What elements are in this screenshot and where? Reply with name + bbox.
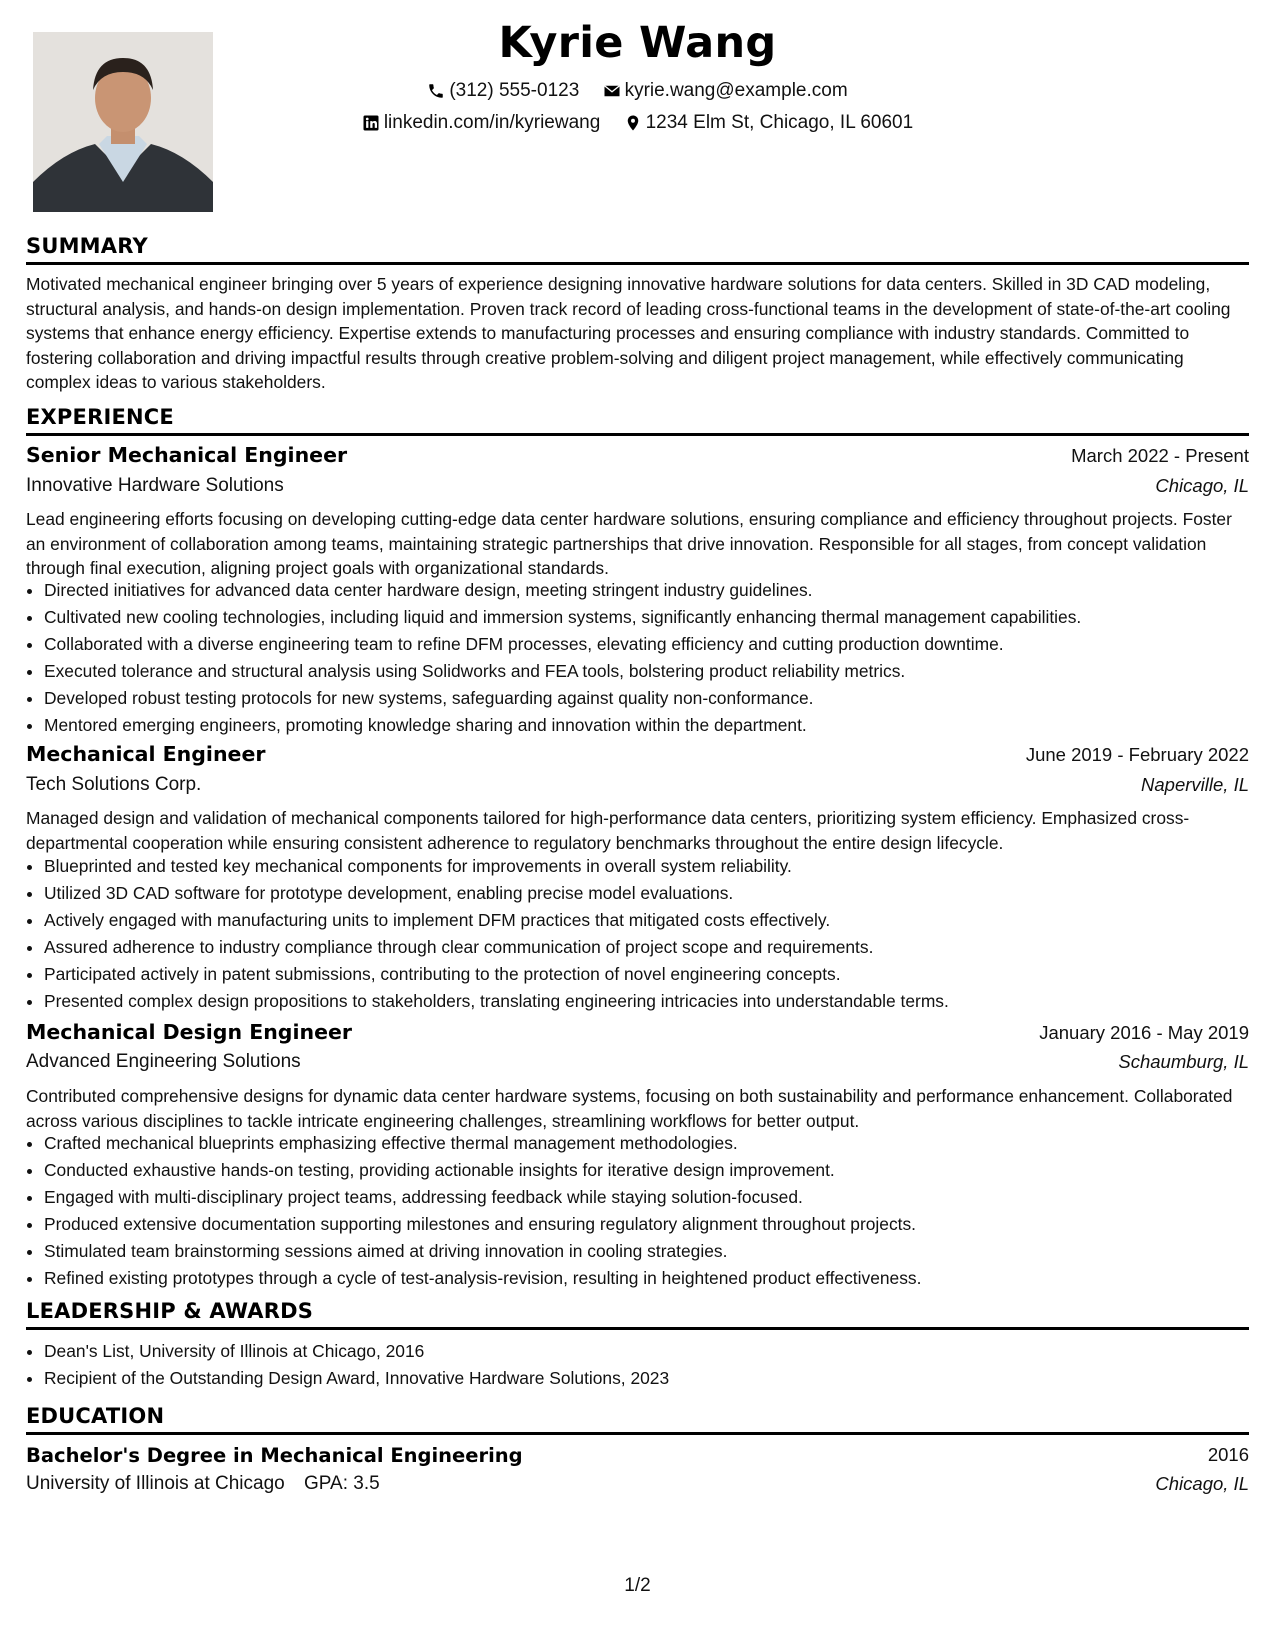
- degree-title: Bachelor's Degree in Mechanical Engineering: [26, 1444, 523, 1467]
- list-item: • Refined existing prototypes through a cycle of test-analysis-revision, resulting in heightened product effectiveness.: [44, 1266, 1267, 1293]
- list-item: • Participated actively in patent submissions, contributing to the protection of novel engineering concepts.: [44, 962, 1267, 989]
- list-item: • Cultivated new cooling technologies, including liquid and immersion systems, significantly enhancing thermal management capabilities.: [44, 605, 1267, 632]
- list-item: • Produced extensive documentation supporting milestones and ensuring regulatory alignment throughout projects.: [44, 1212, 1267, 1239]
- job-company: Innovative Hardware Solutions: [26, 475, 284, 496]
- school-name: University of Illinois at Chicago: [26, 1473, 285, 1494]
- job-location: Schaumburg, IL: [1118, 1051, 1249, 1072]
- contact-line-1: [0, 80, 1275, 106]
- list-item: • Conducted exhaustive hands-on testing, providing actionable insights for iterative design improvement.: [44, 1158, 1267, 1185]
- list-item: • Collaborated with a diverse engineering team to refine DFM processes, elevating efficiency and cutting production downtime.: [44, 632, 1267, 659]
- list-item: • Mentored emerging engineers, promoting knowledge sharing and innovation within the department.: [44, 713, 1267, 740]
- list-item: • Executed tolerance and structural analysis using Solidworks and FEA tools, bolstering product reliability metrics.: [44, 659, 1267, 686]
- job-title: Senior Mechanical Engineer: [26, 443, 348, 467]
- job-description: Lead engineering efforts focusing on developing cutting-edge data center hardware solutions, ensuring compliance and efficiency throughout projects. Foster an environment of collaboration among teams, maintaining strategic partnerships that drive innovation. Responsible for all stages, from concept validation through final execution, aligning project goals with organizational standards.: [26, 509, 1232, 578]
- section-title-leadership: LEADERSHIP & AWARDS: [26, 1299, 1249, 1330]
- page-number: 1/2: [624, 1575, 651, 1596]
- phone-contact: [427, 80, 579, 102]
- linkedin-text[interactable]: linkedin.com/in/kyriewang: [383, 112, 601, 133]
- job-bullets: [26, 578, 1267, 740]
- school-location: Chicago, IL: [1155, 1473, 1249, 1494]
- list-item: • Stimulated team brainstorming sessions aimed at driving innovation in cooling strategies.: [44, 1239, 1267, 1266]
- list-item: • Assured adherence to industry compliance through clear communication of project scope and requirements.: [44, 935, 1267, 962]
- job-dates: January 2016 - May 2019: [1039, 1022, 1249, 1043]
- list-item: • Engaged with multi-disciplinary project teams, addressing feedback while staying solution-focused.: [44, 1185, 1267, 1212]
- envelope-icon: [603, 82, 621, 100]
- job-bullets: [26, 854, 1267, 1016]
- graduation-year: 2016: [1207, 1444, 1249, 1465]
- job-location: Chicago, IL: [1155, 475, 1249, 496]
- job-company: Tech Solutions Corp.: [26, 774, 202, 795]
- school-line: [26, 1473, 380, 1495]
- contact-line-2: [0, 112, 1275, 138]
- candidate-name: Kyrie Wang: [498, 18, 777, 68]
- list-item: • Presented complex design propositions to stakeholders, translating engineering intricacies into understandable terms.: [44, 989, 1267, 1016]
- list-item: • Utilized 3D CAD software for prototype development, enabling precise model evaluations.: [44, 881, 1267, 908]
- awards-list: [26, 1339, 1267, 1393]
- list-item: • Dean's List, University of Illinois at Chicago, 2016: [44, 1339, 1267, 1366]
- address-contact: [624, 112, 914, 134]
- email-contact[interactable]: [603, 80, 848, 102]
- job-dates: June 2019 - February 2022: [1025, 744, 1249, 765]
- list-item: • Recipient of the Outstanding Design Award, Innovative Hardware Solutions, 2023: [44, 1366, 1267, 1393]
- list-item: • Actively engaged with manufacturing units to implement DFM practices that mitigated costs effectively.: [44, 908, 1267, 935]
- map-pin-icon: [624, 114, 642, 132]
- linkedin-icon: [362, 114, 380, 132]
- phone-icon: [427, 82, 445, 100]
- section-title-summary: SUMMARY: [26, 234, 1249, 265]
- section-title-experience: EXPERIENCE: [26, 405, 1249, 436]
- job-bullets: [26, 1131, 1267, 1293]
- email-text[interactable]: kyrie.wang@example.com: [624, 80, 848, 101]
- job-title: Mechanical Engineer: [26, 742, 266, 766]
- job-description: Contributed comprehensive designs for dynamic data center hardware systems, focusing on both sustainability and performance enhancement. Collaborated across various disciplines to tackle intricate engineering challenges, streamlining workflows for better output.: [26, 1086, 1233, 1131]
- job-location: Naperville, IL: [1141, 774, 1249, 795]
- job-dates: March 2022 - Present: [1071, 445, 1249, 466]
- list-item: • Blueprinted and tested key mechanical components for improvements in overall system reliability.: [44, 854, 1267, 881]
- job-description: Managed design and validation of mechanical components tailored for high-performance data centers, prioritizing system efficiency. Emphasized cross-departmental cooperation while ensuring consistent adherence to regulatory benchmarks throughout the entire design lifecycle.: [26, 808, 1190, 853]
- gpa: GPA: 3.5: [304, 1473, 380, 1494]
- list-item: • Crafted mechanical blueprints emphasizing effective thermal management methodologies.: [44, 1131, 1267, 1158]
- section-title-education: EDUCATION: [26, 1404, 1249, 1435]
- list-item: • Developed robust testing protocols for new systems, safeguarding against quality non-conformance.: [44, 686, 1267, 713]
- list-item: • Directed initiatives for advanced data center hardware design, meeting stringent industry guidelines.: [44, 578, 1267, 605]
- linkedin-contact[interactable]: [362, 112, 601, 134]
- job-title: Mechanical Design Engineer: [26, 1020, 353, 1044]
- phone-text: (312) 555-0123: [449, 80, 580, 101]
- job-company: Advanced Engineering Solutions: [26, 1051, 301, 1072]
- summary-text: Motivated mechanical engineer bringing over 5 years of experience designing innovative hardware solutions for data centers. Skilled in 3D CAD modeling, structural analysis, and hands-on design implementation. Proven track record of leading cross-functional teams in the development of state-of-the-art cooling systems that enhance energy efficiency. Expertise extends to manufacturing processes and ensuring compliance with industry standards. Committed to fostering collaboration and driving impactful results through creative problem-solving and diligent project management, while effectively communicating complex ideas to various stakeholders.: [26, 274, 1231, 392]
- address-text: 1234 Elm St, Chicago, IL 60601: [645, 112, 914, 133]
